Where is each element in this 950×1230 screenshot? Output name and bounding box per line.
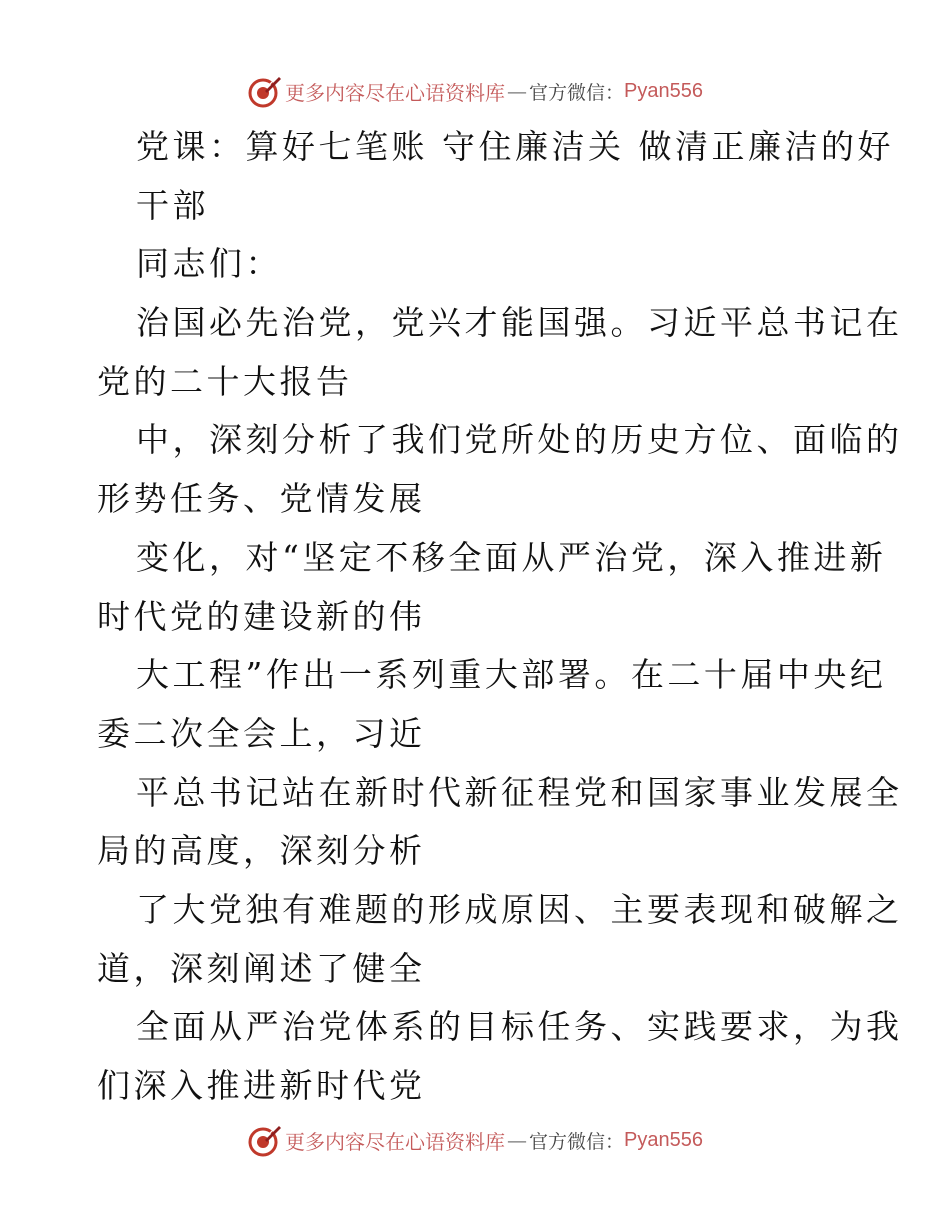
salutation: 同志们： [136, 244, 282, 284]
body-line: 局的高度，深刻分析 [97, 831, 426, 871]
body-line: 平总书记站在新时代新征程党和国家事业发展全 [136, 772, 903, 812]
watermark-dash: — [507, 1128, 527, 1152]
pen-logo-icon [247, 1122, 283, 1158]
watermark-dash: — [507, 79, 527, 103]
document-title-line-1: 党课：算好七笔账 守住廉洁关 做清正廉洁的好 [136, 127, 894, 166]
body-line: 中，深刻分析了我们党所处的历史方位、面临的 [136, 420, 903, 460]
document-title-line-2: 干部 [136, 185, 209, 225]
watermark-official-label: 官方微信： [529, 1130, 625, 1153]
body-line: 治国必先治党，党兴才能国强。习近平总书记在 [136, 303, 903, 343]
watermark-wechat-id: Pyan556 [624, 1128, 703, 1151]
watermark-wechat-id: Pyan556 [624, 79, 703, 102]
body-line: 全面从严治党体系的目标任务、实践要求，为我 [136, 1007, 903, 1047]
pen-logo-icon [247, 73, 283, 109]
body-line: 了大党独有难题的形成原因、主要表现和破解之 [136, 889, 903, 929]
watermark-brand: 更多内容尽在心语资料库 [285, 80, 505, 105]
body-line: 们深入推进新时代党 [97, 1066, 426, 1105]
body-line: 形势任务、党情发展 [97, 479, 426, 519]
header-watermark [0, 71, 950, 111]
footer-watermark [0, 1120, 950, 1160]
watermark-official-label: 官方微信： [529, 81, 625, 104]
body-line: 委二次全会上，习近 [97, 713, 426, 753]
body-line: 道，深刻阐述了健全 [97, 948, 426, 988]
body-line: 党的二十大报告 [97, 361, 353, 401]
body-line: 大工程”作出一系列重大部署。在二十届中央纪 [136, 655, 887, 695]
body-line: 变化，对“坚定不移全面从严治党，深入推进新 [136, 537, 887, 577]
body-line: 时代党的建设新的伟 [97, 596, 426, 636]
document-body [97, 118, 903, 1116]
watermark-brand: 更多内容尽在心语资料库 [285, 1129, 505, 1154]
